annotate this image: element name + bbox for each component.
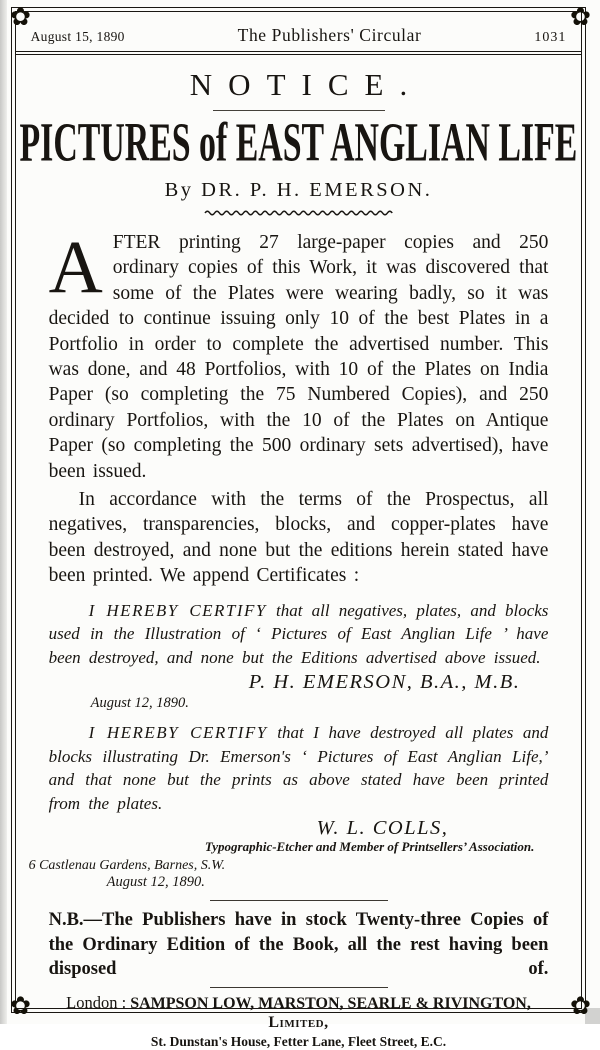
signature-colls: W. L. COLLS, bbox=[316, 817, 449, 840]
publisher-footer bbox=[49, 993, 549, 1050]
certificate-emerson-text: that all negatives, plates, and blocks used in the Illustration of ‘ Pictures of East Anglian Life ’ have been destroyed, and none but the Editions advertised above issued. bbox=[48, 600, 549, 667]
certificate-emerson bbox=[49, 599, 549, 670]
paragraph-issue-history-text: FTER printing 27 large-paper copies and 250 ordinary copies of this Work, it was discovered that some of the Plates were wearing badly, so it was decided to continue issuing only 10 of the best Plates in a Portfolio in order to complete the advertised number. This was done, and 48 Portfolios, with 10 of the Plates on India Paper (so completing the 75 Numbered Copies), and 250 ordinary Portfolios, with the 10 of the Plates on Antique Paper (so completing the 500 ordinary sets advertised), have been issued. bbox=[48, 231, 549, 482]
rosette-icon: ✿ bbox=[570, 2, 591, 31]
paragraph-prospectus: In accordance with the terms of the Prospectus, all negatives, transparencies, blocks, and copper-plates have been destroyed, and none but the editions herein stated have been printed. We append Certificates : bbox=[48, 489, 549, 587]
drop-cap: A bbox=[48, 225, 103, 309]
certificate-colls bbox=[49, 721, 549, 815]
masthead bbox=[16, 12, 582, 51]
issue-date: August 15, 1890 bbox=[30, 28, 125, 44]
section-divider bbox=[210, 900, 388, 901]
rosette-icon: ✿ bbox=[10, 991, 31, 1020]
signature-colls-title: Typographic-Etcher and Member of Printsellers’ Association. bbox=[204, 839, 535, 855]
wavy-divider-svg bbox=[203, 208, 395, 217]
publisher-name: SAMPSON LOW, MARSTON, SEARLE & RIVINGTON, bbox=[130, 995, 531, 1013]
book-title bbox=[16, 114, 582, 172]
paragraph-issue-history bbox=[48, 225, 549, 484]
masthead-divider bbox=[16, 51, 582, 55]
nota-bene: N.B.—The Publishers have in stock Twenty-three Copies of the Ordinary Edition of the Book, all the rest having been disposed of. bbox=[48, 910, 549, 980]
publisher-address: St. Dunstan's House, Fetter Lane, Fleet Street, E.C. bbox=[150, 1034, 447, 1050]
advert-body bbox=[16, 225, 582, 1050]
book-title-text: PICTURES of EAST ANGLIAN LIFE bbox=[19, 112, 578, 174]
certificate-emerson-lead: I HEREBY CERTIFY bbox=[88, 600, 267, 620]
publication-title: The Publishers' Circular bbox=[237, 24, 422, 45]
publisher-line bbox=[49, 993, 549, 1032]
wavy-divider bbox=[16, 208, 582, 217]
certificate-colls-text: that I have destroyed all plates and blocks illustrating Dr. Emerson's ‘ Pictures of East Anglian Life,’ and that none but the prints as above stated have been printed from the plates. bbox=[48, 723, 549, 813]
certificate-emerson-date: August 12, 1890. bbox=[90, 695, 189, 712]
scan-edge-shadow bbox=[0, 0, 7, 1024]
author-byline: By DR. P. H. EMERSON. bbox=[164, 178, 433, 201]
certificate-colls-date: August 12, 1890. bbox=[106, 874, 205, 891]
page-border-frame bbox=[10, 2, 591, 1050]
page-number: 1031 bbox=[534, 29, 567, 45]
rosette-icon: ✿ bbox=[10, 2, 31, 31]
rosette-icon: ✿ bbox=[570, 991, 591, 1020]
certificate-colls-lead: I HEREBY CERTIFY bbox=[88, 723, 268, 743]
colls-address: 6 Castlenau Gardens, Barnes, S.W. bbox=[28, 858, 226, 874]
publisher-limited: Limited, bbox=[268, 1014, 329, 1032]
page-inner-frame bbox=[15, 11, 583, 1050]
signature-emerson: P. H. EMERSON, B.A., M.B. bbox=[248, 671, 521, 694]
notice-heading: NOTICE. bbox=[189, 66, 424, 102]
publisher-city: London : bbox=[66, 993, 127, 1013]
footer-divider bbox=[210, 987, 388, 988]
